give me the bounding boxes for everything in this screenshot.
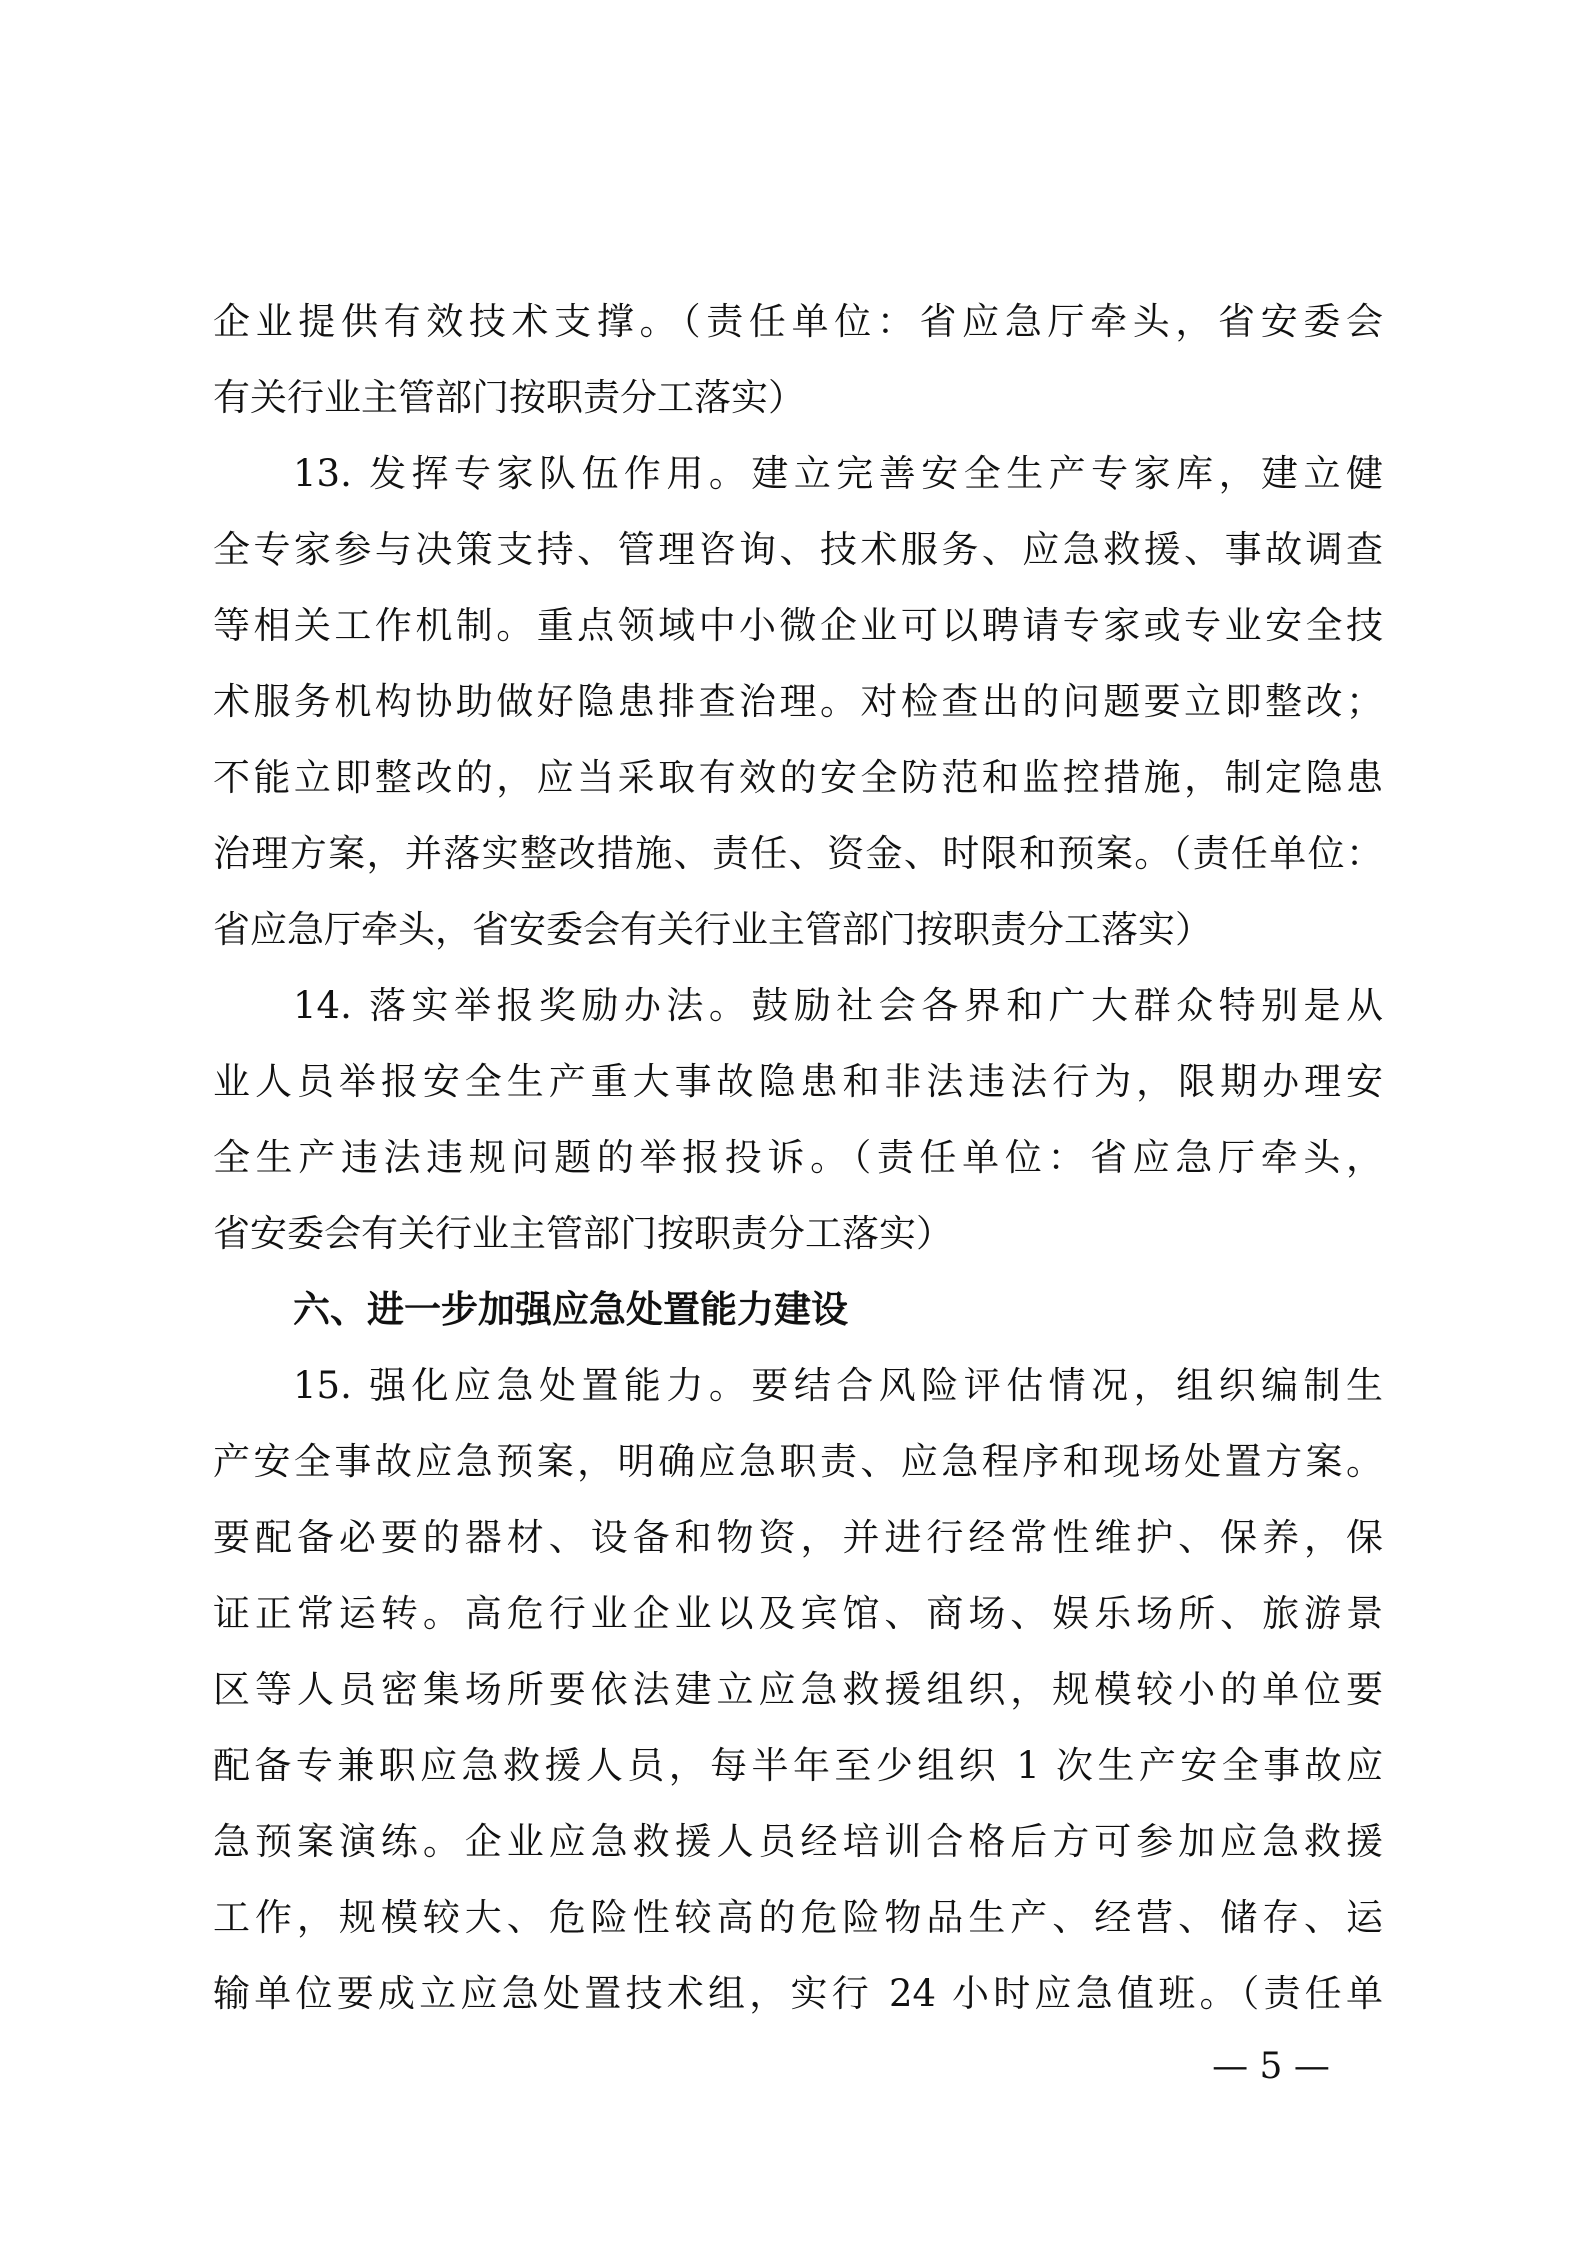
- text-line: 术服务机构协助做好隐患排查治理。对检查出的问题要立即整改；: [213, 680, 1383, 723]
- text-line: 要配备必要的器材、设备和物资，并进行经常性维护、保养，保: [213, 1516, 1383, 1559]
- text-line: 业人员举报安全生产重大事故隐患和非法违法行为，限期办理安: [213, 1060, 1383, 1103]
- text-line: 急预案演练。企业应急救援人员经培训合格后方可参加应急救援: [213, 1820, 1383, 1863]
- text-line: 省应急厅牵头，省安委会有关行业主管部门按职责分工落实）: [213, 908, 1212, 951]
- text-line: 治理方案，并落实整改措施、责任、资金、时限和预案。（责任单位：: [213, 832, 1383, 875]
- item-15-first-line: 15. 强化应急处置能力。要结合风险评估情况，组织编制生: [293, 1364, 1383, 1407]
- text-line: 等相关工作机制。重点领域中小微企业可以聘请专家或专业安全技: [213, 604, 1383, 647]
- text-line: 区等人员密集场所要依法建立应急救援组织，规模较小的单位要: [213, 1668, 1383, 1711]
- text-line: 不能立即整改的，应当采取有效的安全防范和监控措施，制定隐患: [213, 756, 1383, 799]
- section-heading: 六、进一步加强应急处置能力建设: [293, 1288, 848, 1331]
- text-line: 证正常运转。高危行业企业以及宾馆、商场、娱乐场所、旅游景: [213, 1592, 1383, 1635]
- text-line: 企业提供有效技术支撑。（责任单位：省应急厅牵头，省安委会: [213, 300, 1383, 343]
- text-line: 工作，规模较大、危险性较高的危险物品生产、经营、储存、运: [213, 1896, 1383, 1939]
- page-number: — 5 —: [1212, 2046, 1330, 2087]
- text-line: 全生产违法违规问题的举报投诉。（责任单位：省应急厅牵头，: [213, 1136, 1383, 1179]
- item-14-first-line: 14. 落实举报奖励办法。鼓励社会各界和广大群众特别是从: [293, 984, 1383, 1027]
- text-line: 产安全事故应急预案，明确应急职责、应急程序和现场处置方案。: [213, 1440, 1383, 1483]
- text-line: 有关行业主管部门按职责分工落实）: [213, 376, 805, 419]
- body-text: [213, 284, 1383, 2032]
- text-line: 配备专兼职应急救援人员，每半年至少组织 1 次生产安全事故应: [213, 1744, 1383, 1787]
- item-13-first-line: 13. 发挥专家队伍作用。建立完善安全生产专家库，建立健: [293, 452, 1383, 495]
- text-line: 省安委会有关行业主管部门按职责分工落实）: [213, 1212, 953, 1255]
- text-line: 全专家参与决策支持、管理咨询、技术服务、应急救援、事故调查: [213, 528, 1383, 571]
- text-line: 输单位要成立应急处置技术组，实行 24 小时应急值班。（责任单: [213, 1972, 1383, 2015]
